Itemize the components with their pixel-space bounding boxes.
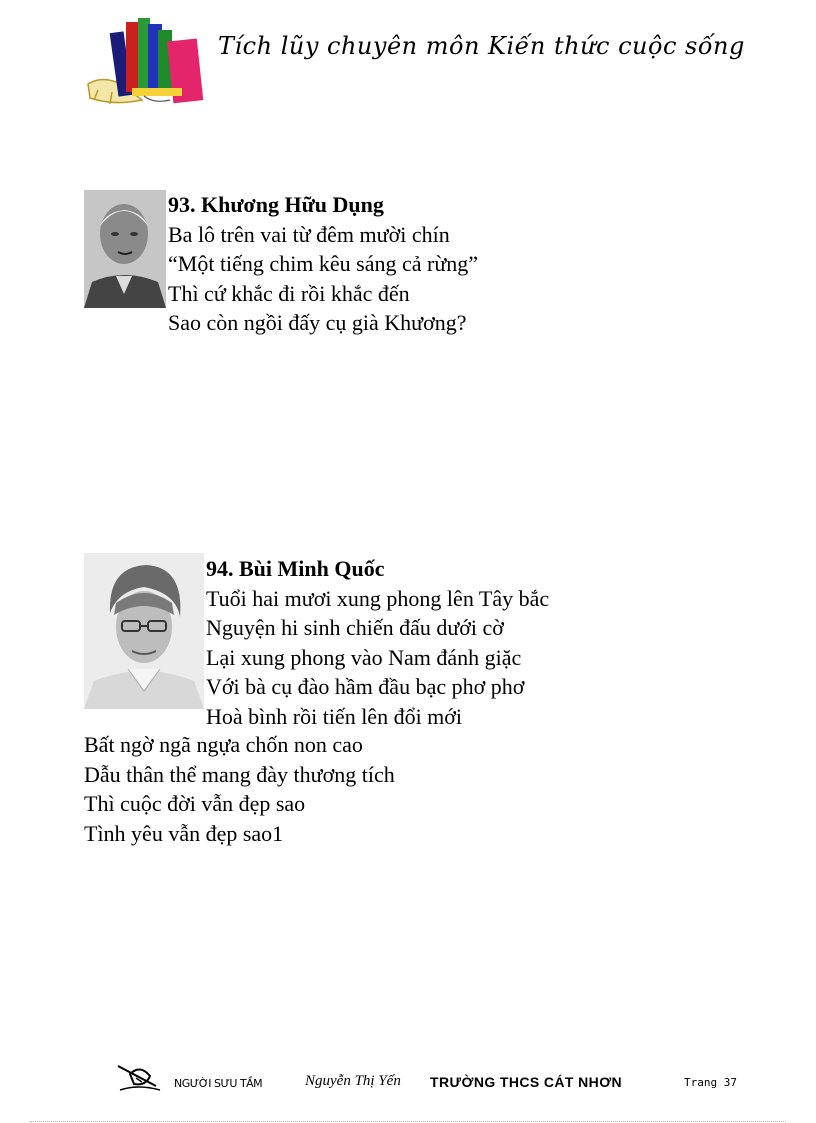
books-icon (84, 14, 206, 110)
page-header (84, 12, 784, 112)
poem-93 (168, 190, 478, 338)
footer-author: Nguyễn Thị Yến (305, 1073, 401, 1089)
poem-94 (206, 554, 549, 731)
page-footer (0, 1060, 816, 1100)
poem-line: Lại xung phong vào Nam đánh giặc (206, 644, 522, 670)
poem-line: Ba lô trên vai từ đêm mười chín (168, 221, 450, 247)
header-title: Tích lũy chuyên môn Kiến thức cuộc sống (218, 32, 745, 60)
poem-94-continued (84, 730, 395, 848)
poem-line: Hoà bình rồi tiến lên đổi mới (206, 703, 463, 729)
page-number: Trang 37 (684, 1076, 737, 1089)
poem-line: Tuổi hai mươi xung phong lên Tây bắc (206, 585, 550, 611)
footer-school: TRƯỜNG THCS CÁT NHƠN (430, 1074, 623, 1090)
footer-label: NGƯỜI SƯU TẦM (174, 1077, 263, 1090)
poem-line: Dẫu thân thể mang đày thương tích (84, 761, 395, 787)
poem-line: Bất ngờ ngã ngựa chốn non cao (84, 732, 363, 757)
poem-line: Thì cuộc đời vẫn đẹp sao (84, 791, 306, 816)
poem-line: Tình yêu vẫn đẹp sao1 (84, 820, 284, 846)
pen-writing-icon (116, 1062, 162, 1094)
bottom-divider (30, 1121, 786, 1122)
poem-line: Sao còn ngồi đấy cụ già Khương? (168, 310, 467, 335)
poem-line: Với bà cụ đào hầm đầu bạc phơ phơ (206, 674, 525, 699)
poem-title: 93. Khương Hữu Dụng (168, 192, 384, 217)
poem-title: 94. Bùi Minh Quốc (206, 556, 385, 581)
portrait-photo (84, 553, 204, 709)
poem-line: Thì cứ khắc đi rồi khắc đến (168, 280, 410, 306)
poem-line: “Một tiếng chim kêu sáng cả rừng” (168, 251, 479, 276)
portrait-photo (84, 190, 166, 308)
poem-line: Nguyện hi sinh chiến đấu dưới cờ (206, 615, 504, 640)
